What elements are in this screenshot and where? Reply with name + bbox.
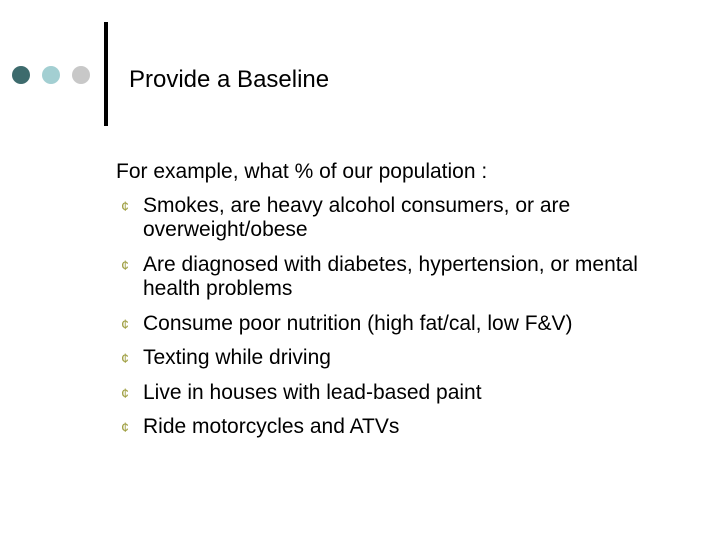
bullet-item: [116, 381, 696, 406]
bullet-circle-icon: ¢: [121, 384, 129, 401]
bullet-circle-icon: ¢: [121, 350, 129, 366]
bullet-item: [116, 415, 696, 440]
bullet-text: Ride motorcycles and ATVs: [143, 415, 400, 438]
decor-dot-1: [12, 66, 30, 84]
bullet-text: Are diagnosed with diabetes, hypertension, or mental health problems: [143, 252, 638, 300]
bullet-circle-icon: ¢: [121, 197, 129, 214]
bullet-text: Live in houses with lead-based paint: [143, 380, 482, 404]
bullet-circle-icon: ¢: [121, 315, 129, 332]
slide-body: [116, 160, 696, 450]
bullet-text: Texting while driving: [143, 346, 331, 369]
bullet-item: [116, 253, 696, 302]
slide-title: Provide a Baseline: [129, 66, 330, 93]
intro-text: For example, what % of our population :: [116, 160, 488, 183]
bullet-text: Smokes, are heavy alcohol consumers, or are overweight/obese: [143, 193, 571, 241]
bullet-circle-icon: ¢: [121, 256, 129, 273]
decor-dot-2: [42, 66, 60, 84]
bullet-item: [116, 346, 696, 371]
bullet-text: Consume poor nutrition (high fat/cal, low F&V): [143, 311, 573, 335]
bullet-item: [116, 194, 696, 243]
bullet-list: [116, 194, 696, 440]
bullet-circle-icon: ¢: [121, 419, 129, 435]
title-divider: [104, 22, 108, 126]
bullet-item: [116, 312, 696, 337]
decor-dot-3: [72, 66, 90, 84]
